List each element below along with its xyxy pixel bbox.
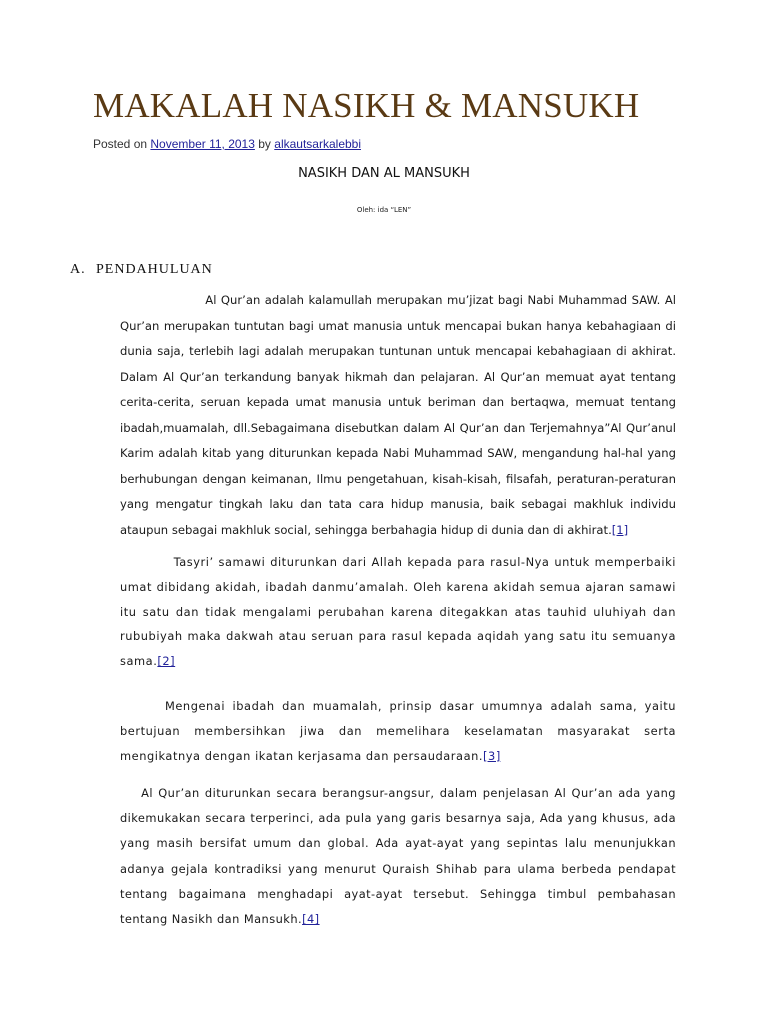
footnote-link-4[interactable]: [4] (302, 912, 320, 927)
footnote-link-2[interactable]: [2] (157, 654, 176, 669)
post-meta (93, 137, 361, 151)
section-title: PENDAHULUAN (96, 262, 213, 277)
by-label: by (258, 137, 271, 151)
author-link[interactable]: alkautsarkalebbi (274, 137, 361, 151)
paragraph-text: Al Qur’an diturunkan secara berangsur-angsur, dalam penjelasan Al Qur’an ada yang dikemukakan secara terperinci, ada pula yang garis besarnya saja, Ada yang khusus, ada yang masih bersifat umum dan global. Ada ayat-ayat yang sepintas lalu menunjukkan adanya gejala kontradiksi yang menurut Quraish Shihab para ulama berbeda pendapat tentang bagaimana menghadapi ayat-ayat tersebut. Sehingga timbul pembahasan tentang Nasikh dan Mansukh. (120, 786, 676, 927)
paragraph-indent (120, 699, 165, 713)
paragraph (120, 781, 676, 932)
paragraph-text: Mengenai ibadah dan muamalah, prinsip dasar umumnya adalah sama, yaitu bertujuan membersihkan jiwa dan memelihara keselamatan masyarakat serta mengikatnya dengan ikatan kerjasama dan persaudaraan. (120, 699, 676, 763)
section-number: A. (70, 262, 86, 277)
section-heading (70, 262, 213, 278)
post-title: MAKALAH NASIKH & MANSUKH (93, 86, 640, 125)
paragraph-text: Al Qur’an adalah kalamullah merupakan mu’jizat bagi Nabi Muhammad SAW. Al Qur’an merupakan tuntutan bagi umat manusia untuk mencapai bukan hanya kebahagiaan di dunia saja, terlebih lagi adalah merupakan tuntunan untuk mencapai kebahagiaan di akhirat. Dalam Al Qur’an terkandung banyak hikmah dan pelajaran. Al Qur’an memuat ayat tentang cerita-cerita, seruan kepada umat manusia untuk beriman dan bertaqwa, memuat tentang ibadah,muamalah, dll.Sebagaimana disebutkan dalam Al Qur’an dan Terjemahnya”Al Qur’anul Karim adalah kitab yang diturunkan kepada Nabi Muhammad SAW, mengandung hal-hal yang berhubungan dengan keimanan, Ilmu pengetahuan, kisah-kisah, filsafah, peraturan-peraturan yang mengatur tingkah laku dan tata cara hidup manusia, baik sebagai makhluk individu ataupun sebagai makhluk social, sehingga berbahagia hidup di dunia dan di akhirat. (120, 293, 676, 537)
paragraph-indent (120, 293, 205, 307)
paragraph (120, 550, 676, 674)
paragraph (120, 288, 676, 543)
paragraph-indent (120, 555, 174, 569)
footnote-link-1[interactable]: [1] (611, 522, 629, 537)
article-byline: Oleh: ida “LEN” (356, 206, 412, 214)
paragraph-text: Tasyri’ samawi diturunkan dari Allah kepada para rasul-Nya untuk memperbaiki umat dibidang akidah, ibadah danmu’amalah. Oleh karena akidah semua ajaran samawi itu satu dan tidak mengalami perubahan karena ditegakkan atas tauhid uluhiyah dan rububiyah maka dakwah atau seruan para rasul kepada aqidah yang satu itu semuanya sama. (120, 555, 676, 669)
paragraph-indent (120, 786, 141, 800)
footnote-link-3[interactable]: [3] (483, 748, 501, 763)
post-date-link[interactable]: November 11, 2013 (150, 137, 255, 151)
paragraph (120, 694, 676, 768)
article-heading: NASIKH DAN AL MANSUKH (298, 166, 470, 181)
posted-on-label: Posted on (93, 137, 148, 151)
